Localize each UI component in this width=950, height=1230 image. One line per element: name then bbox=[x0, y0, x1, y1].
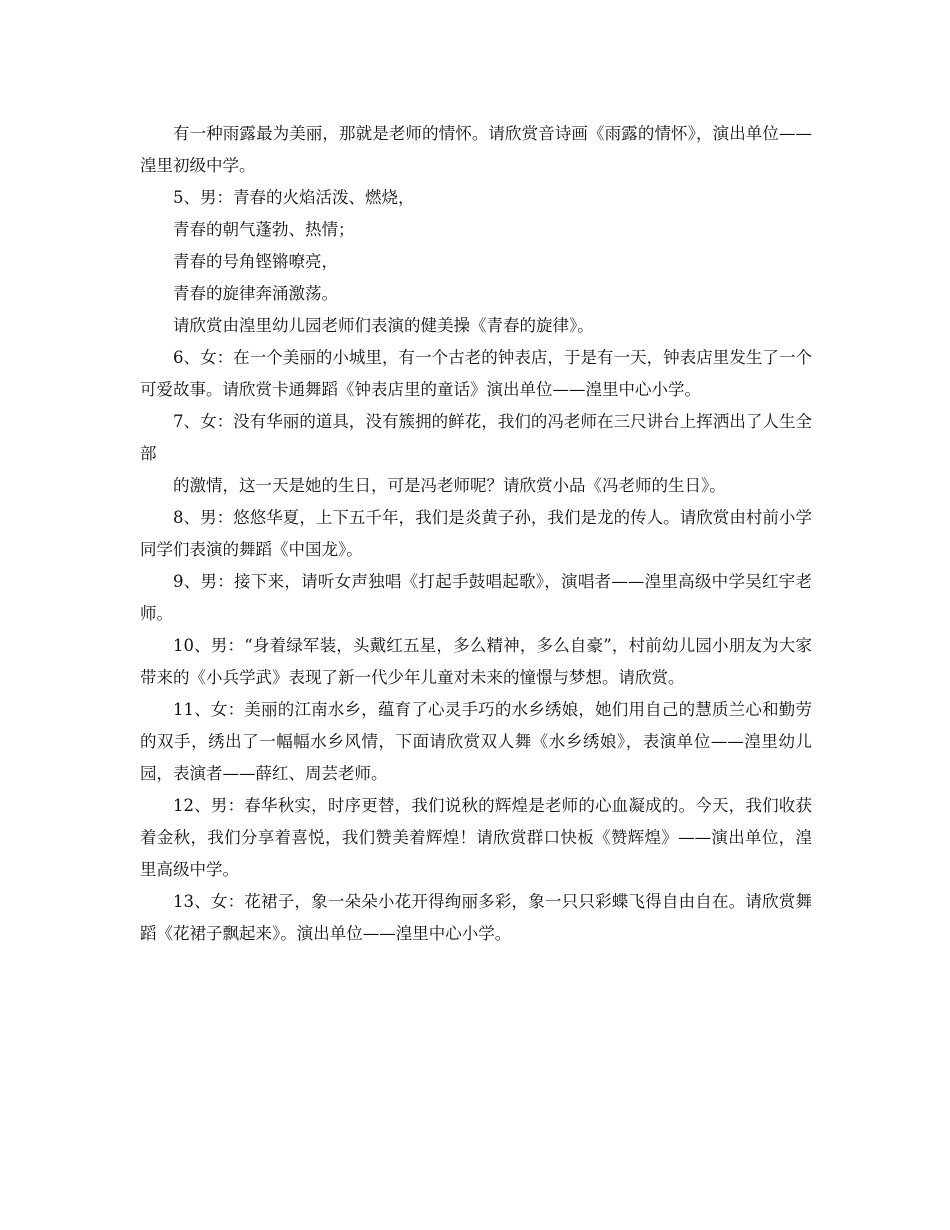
paragraph: 5、男：青春的火焰活泼、燃烧， bbox=[173, 188, 415, 207]
paragraph: 的激情，这一天是她的生日，可是冯老师呢？请欣赏小品《冯老师的生日》。 bbox=[173, 476, 726, 495]
paragraph: 12、男：春华秋实，时序更替，我们说秋的辉煌是老师的心血凝成的。今天，我们收获着金秋，我们分享着喜悦，我们赞美着辉煌！请欣赏群口快板《赞辉煌》——演出单位，湟里高级中学。 bbox=[140, 796, 812, 879]
paragraph: 青春的号角铿锵嘹亮， bbox=[173, 252, 338, 271]
paragraph: 7、女：没有华丽的道具，没有簇拥的鲜花，我们的冯老师在三尺讲台上挥洒出了人生全部 bbox=[140, 412, 812, 463]
paragraph: 请欣赏由湟里幼儿园老师们表演的健美操《青春的旋律》。 bbox=[173, 316, 594, 335]
paragraph: 6、女：在一个美丽的小城里，有一个古老的钟表店，于是有一天，钟表店里发生了一个可爱故事。请欣赏卡通舞蹈《钟表店里的童话》演出单位——湟里中心小学。 bbox=[140, 348, 812, 399]
paragraph: 8、男：悠悠华夏，上下五千年，我们是炎黄子孙，我们是龙的传人。请欣赏由村前小学同学们表演的舞蹈《中国龙》。 bbox=[140, 508, 812, 559]
paragraph: 13、女：花裙子，象一朵朵小花开得绚丽多彩，象一只只彩蝶飞得自由自在。请欣赏舞蹈《花裙子飘起来》。演出单位——湟里中心小学。 bbox=[140, 892, 812, 943]
document-body bbox=[140, 118, 812, 950]
paragraph: 青春的旋律奔涌激荡。 bbox=[173, 284, 338, 303]
paragraph: 10、男：“身着绿军装，头戴红五星，多么精神，多么自豪”，村前幼儿园小朋友为大家带来的《小兵学武》表现了新一代少年儿童对未来的憧憬与梦想。请欣赏。 bbox=[140, 636, 812, 687]
paragraph: 有一种雨露最为美丽，那就是老师的情怀。请欣赏音诗画《雨露的情怀》，演出单位——湟里初级中学。 bbox=[140, 124, 812, 175]
paragraph: 11、女：美丽的江南水乡，蕴育了心灵手巧的水乡绣娘，她们用自己的慧质兰心和勤劳的双手，绣出了一幅幅水乡风情，下面请欣赏双人舞《水乡绣娘》，表演单位——湟里幼儿园，表演者——薛红、周芸老师。 bbox=[140, 700, 812, 783]
paragraph: 青春的朝气蓬勃、热情； bbox=[173, 220, 355, 239]
paragraph: 9、男：接下来，请听女声独唱《打起手鼓唱起歌》，演唱者——湟里高级中学吴红宇老师。 bbox=[140, 572, 812, 623]
